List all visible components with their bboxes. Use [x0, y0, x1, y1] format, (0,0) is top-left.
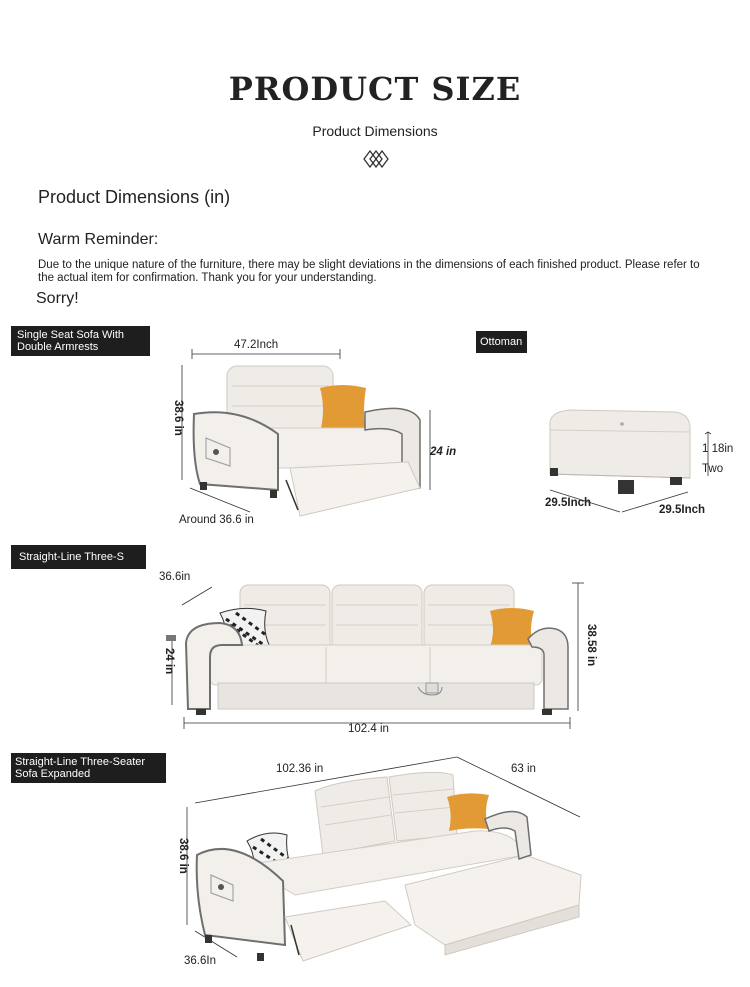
sorry-text: Sorry!	[36, 290, 79, 307]
reminder-label: Warm Reminder:	[38, 231, 159, 248]
page-subtitle: Product Dimensions	[312, 123, 438, 139]
expanded-sofa-tag: Straight-Line Three-Seater Sofa Expanded	[11, 753, 166, 783]
ottoman-height-dimension: 1 18in	[702, 443, 734, 455]
ottoman-depth-dimension: 29.5Inch	[545, 497, 592, 509]
ottoman-tag: Ottoman	[476, 331, 527, 353]
expanded-depth-dimension: 36.6In	[184, 955, 216, 967]
dimensions-heading: Product Dimensions (in)	[38, 187, 231, 207]
three-width-dimension: 102.4 in	[348, 723, 389, 735]
ottoman-height-note: Two	[702, 463, 724, 475]
expanded-width-dimension: 102.36 in	[276, 763, 324, 775]
single-height-dimension: 38.6 in	[172, 400, 184, 436]
three-depth-dimension: 36.6in	[159, 571, 191, 583]
expanded-sofa-illustration	[175, 755, 595, 970]
single-sofa-illustration	[170, 340, 450, 530]
single-depth-dimension: Around 36.6 in	[179, 514, 254, 526]
single-seat-dimension: 24 in	[430, 446, 457, 458]
expanded-height-dimension: 38.6 in	[177, 838, 189, 874]
diamond-ornament-icon	[363, 150, 389, 168]
three-height-dimension: 38.58 in	[585, 624, 597, 667]
single-width-dimension: 47.2Inch	[234, 339, 279, 351]
page-title: PRODUCT SIZE	[228, 70, 522, 108]
ottoman-width-dimension: 29.5Inch	[659, 504, 706, 516]
single-sofa-tag: Single Seat Sofa With Double Armrests	[11, 326, 150, 356]
three-seat-dimension: 24 in	[163, 648, 175, 675]
reminder-text: Due to the unique nature of the furniture, there may be slight deviations in the dimensions of each finished product. Please refer to the actual item for confirmation. Thank you for your understanding.	[38, 259, 700, 284]
three-seater-tag: Straight-Line Three-S	[11, 545, 146, 569]
three-seater-illustration	[160, 575, 600, 745]
expanded-extended-dimension: 63 in	[511, 763, 536, 775]
